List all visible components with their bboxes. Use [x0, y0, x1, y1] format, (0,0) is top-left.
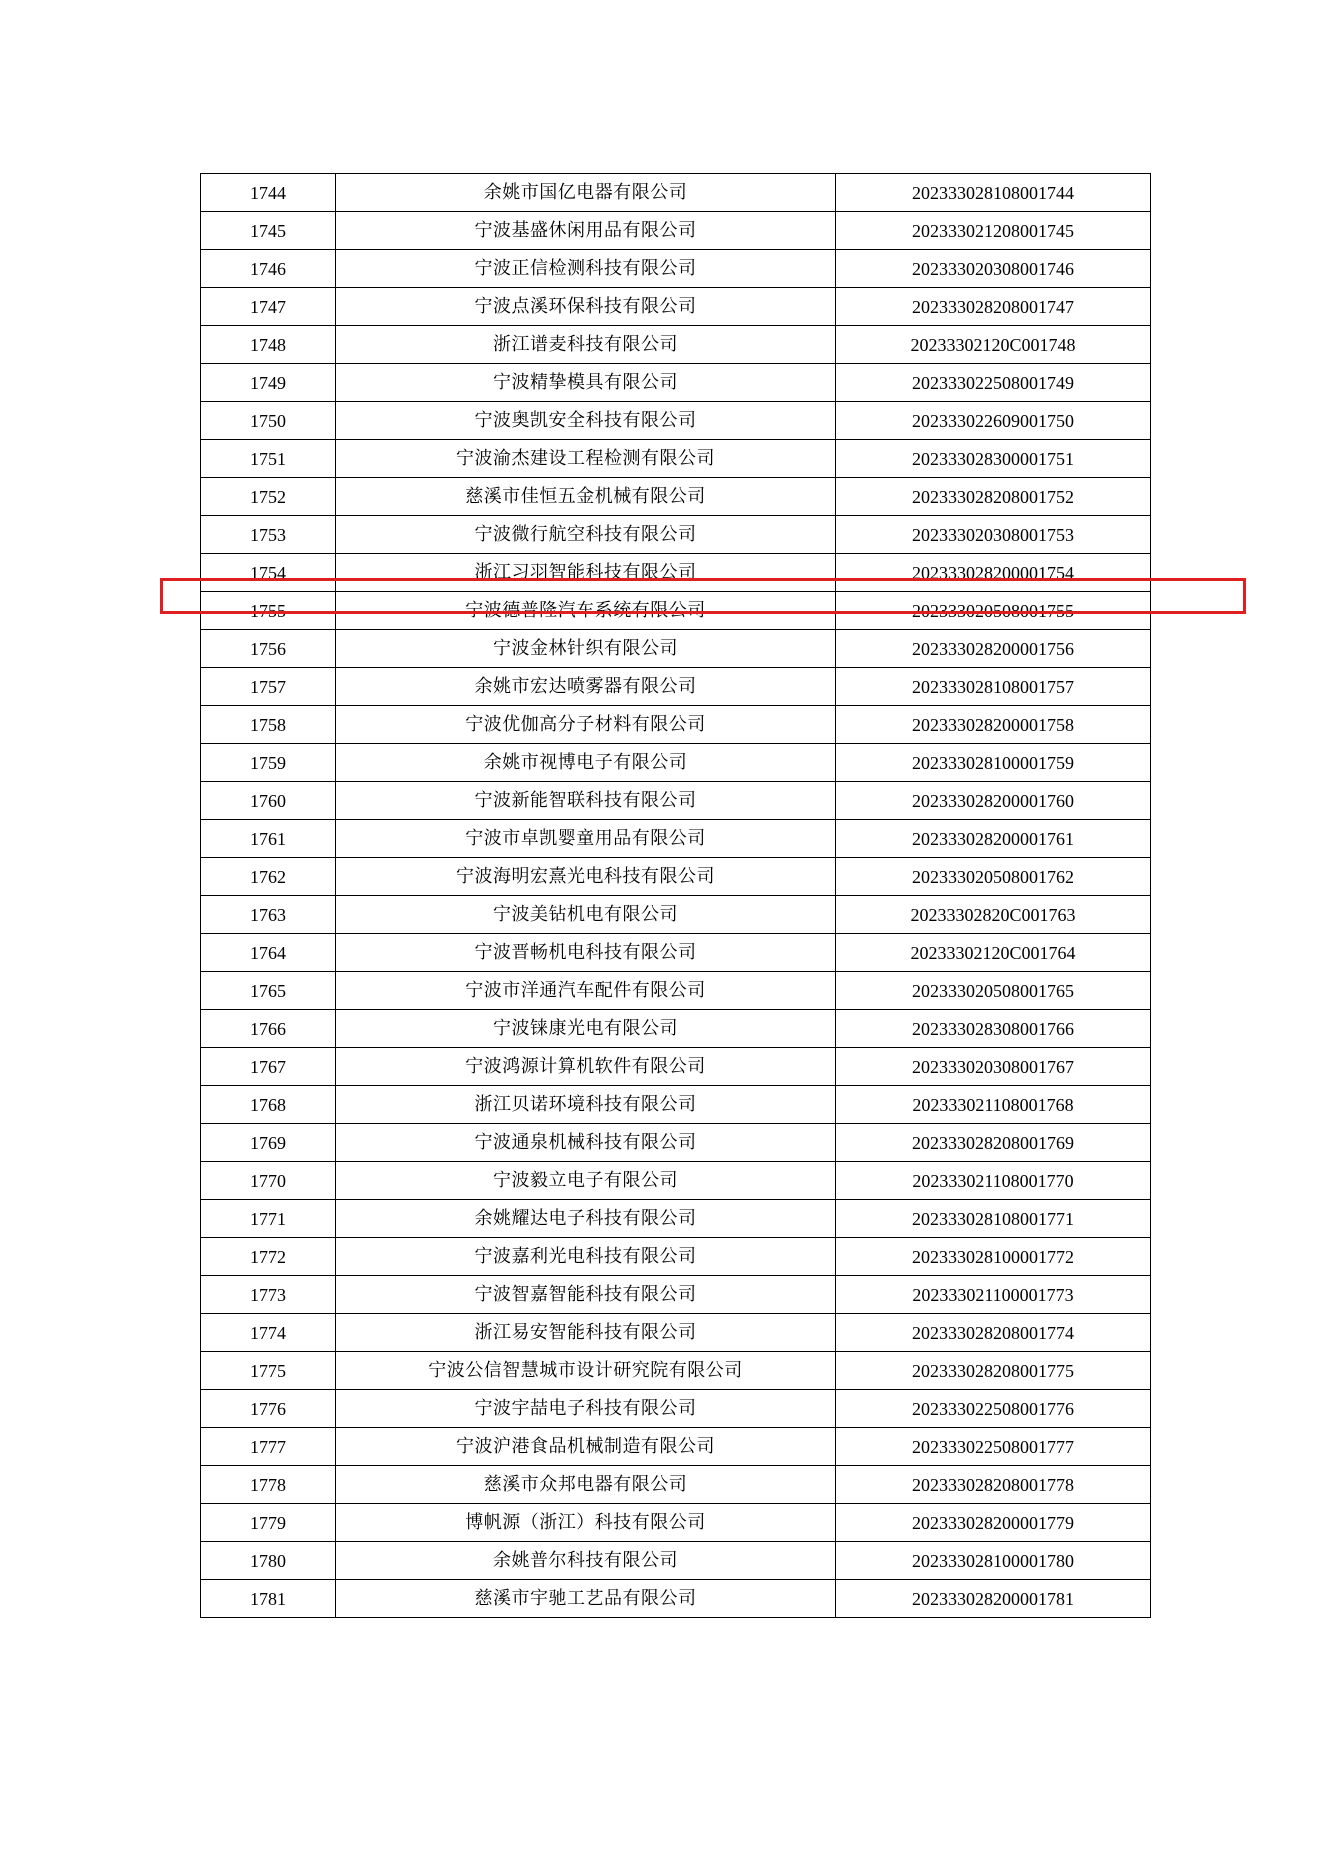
- row-number-cell: 1760: [201, 782, 336, 820]
- table-row: [201, 858, 1151, 896]
- table-row: [201, 1124, 1151, 1162]
- row-number-cell: 1767: [201, 1048, 336, 1086]
- table-row: [201, 212, 1151, 250]
- company-name-cell: 余姚市视博电子有限公司: [336, 744, 836, 782]
- table-row: [201, 1352, 1151, 1390]
- row-number-cell: 1781: [201, 1580, 336, 1618]
- row-number-cell: 1780: [201, 1542, 336, 1580]
- registration-code-cell: 202333022508001777: [836, 1428, 1151, 1466]
- row-number-cell: 1751: [201, 440, 336, 478]
- table-row: [201, 1580, 1151, 1618]
- table-row: [201, 1466, 1151, 1504]
- registration-code-cell: 202333020308001767: [836, 1048, 1151, 1086]
- row-number-cell: 1770: [201, 1162, 336, 1200]
- table-row: [201, 1048, 1151, 1086]
- registration-code-cell: 202333028100001780: [836, 1542, 1151, 1580]
- row-number-cell: 1772: [201, 1238, 336, 1276]
- company-name-cell: 宁波渝杰建设工程检测有限公司: [336, 440, 836, 478]
- row-number-cell: 1762: [201, 858, 336, 896]
- table-row: [201, 820, 1151, 858]
- registration-code-cell: 20233302820C001763: [836, 896, 1151, 934]
- registration-code-cell: 202333028200001761: [836, 820, 1151, 858]
- registration-code-cell: 20233302120C001764: [836, 934, 1151, 972]
- row-number-cell: 1748: [201, 326, 336, 364]
- row-number-cell: 1752: [201, 478, 336, 516]
- table-row: [201, 440, 1151, 478]
- row-number-cell: 1744: [201, 174, 336, 212]
- company-name-cell: 博帆源（浙江）科技有限公司: [336, 1504, 836, 1542]
- registration-code-cell: 202333028108001744: [836, 174, 1151, 212]
- registration-code-cell: 202333028200001779: [836, 1504, 1151, 1542]
- company-name-cell: 宁波嘉利光电科技有限公司: [336, 1238, 836, 1276]
- registration-code-cell: 202333028300001751: [836, 440, 1151, 478]
- registration-code-cell: 202333022508001776: [836, 1390, 1151, 1428]
- registration-code-cell: 202333028108001757: [836, 668, 1151, 706]
- row-number-cell: 1774: [201, 1314, 336, 1352]
- registration-code-cell: 202333020508001765: [836, 972, 1151, 1010]
- row-number-cell: 1775: [201, 1352, 336, 1390]
- registration-code-cell: 202333028208001747: [836, 288, 1151, 326]
- row-number-cell: 1773: [201, 1276, 336, 1314]
- company-name-cell: 宁波美钻机电有限公司: [336, 896, 836, 934]
- row-number-cell: 1765: [201, 972, 336, 1010]
- registration-code-cell: 202333028308001766: [836, 1010, 1151, 1048]
- company-name-cell: 慈溪市众邦电器有限公司: [336, 1466, 836, 1504]
- row-number-cell: 1778: [201, 1466, 336, 1504]
- table-row: [201, 478, 1151, 516]
- table-row: [201, 288, 1151, 326]
- company-name-cell: 宁波公信智慧城市设计研究院有限公司: [336, 1352, 836, 1390]
- company-name-cell: 余姚普尔科技有限公司: [336, 1542, 836, 1580]
- table-row: [201, 668, 1151, 706]
- row-number-cell: 1779: [201, 1504, 336, 1542]
- table-row: [201, 1390, 1151, 1428]
- row-number-cell: 1777: [201, 1428, 336, 1466]
- registration-code-cell: 202333028208001774: [836, 1314, 1151, 1352]
- company-name-cell: 宁波沪港食品机械制造有限公司: [336, 1428, 836, 1466]
- row-number-cell: 1750: [201, 402, 336, 440]
- table-row: [201, 1428, 1151, 1466]
- registration-code-cell: 20233302120C001748: [836, 326, 1151, 364]
- table-row: [201, 1504, 1151, 1542]
- table-row: [201, 1238, 1151, 1276]
- registration-code-cell: 202333020308001746: [836, 250, 1151, 288]
- company-name-cell: 宁波德普隆汽车系统有限公司: [336, 592, 836, 630]
- registration-code-cell: 202333028208001769: [836, 1124, 1151, 1162]
- registration-code-cell: 202333020308001753: [836, 516, 1151, 554]
- company-name-cell: 宁波市洋通汽车配件有限公司: [336, 972, 836, 1010]
- company-name-cell: 宁波微行航空科技有限公司: [336, 516, 836, 554]
- row-number-cell: 1747: [201, 288, 336, 326]
- company-name-cell: 宁波通泉机械科技有限公司: [336, 1124, 836, 1162]
- row-number-cell: 1755: [201, 592, 336, 630]
- table-row: [201, 782, 1151, 820]
- registration-code-cell: 202333028200001760: [836, 782, 1151, 820]
- company-name-cell: 宁波金林针织有限公司: [336, 630, 836, 668]
- table-row: [201, 706, 1151, 744]
- row-number-cell: 1761: [201, 820, 336, 858]
- company-name-cell: 宁波奥凯安全科技有限公司: [336, 402, 836, 440]
- row-number-cell: 1758: [201, 706, 336, 744]
- registration-code-cell: 202333028200001756: [836, 630, 1151, 668]
- company-name-cell: 慈溪市宇驰工艺品有限公司: [336, 1580, 836, 1618]
- row-number-cell: 1746: [201, 250, 336, 288]
- registration-code-cell: 202333022609001750: [836, 402, 1151, 440]
- table-row: [201, 744, 1151, 782]
- registration-code-cell: 202333028200001754: [836, 554, 1151, 592]
- company-name-cell: 宁波优伽高分子材料有限公司: [336, 706, 836, 744]
- company-name-cell: 宁波点溪环保科技有限公司: [336, 288, 836, 326]
- row-number-cell: 1749: [201, 364, 336, 402]
- registration-code-cell: 202333028100001772: [836, 1238, 1151, 1276]
- table-row: [201, 402, 1151, 440]
- registration-code-cell: 202333021108001770: [836, 1162, 1151, 1200]
- company-name-cell: 余姚市宏达喷雾器有限公司: [336, 668, 836, 706]
- table-row: [201, 1200, 1151, 1238]
- table-row: [201, 1276, 1151, 1314]
- registration-code-cell: 202333028108001771: [836, 1200, 1151, 1238]
- table-body: [201, 174, 1151, 1618]
- row-number-cell: 1759: [201, 744, 336, 782]
- row-number-cell: 1764: [201, 934, 336, 972]
- company-name-cell: 宁波智嘉智能科技有限公司: [336, 1276, 836, 1314]
- table-row: [201, 934, 1151, 972]
- company-name-cell: 宁波新能智联科技有限公司: [336, 782, 836, 820]
- row-number-cell: 1754: [201, 554, 336, 592]
- company-name-cell: 宁波毅立电子有限公司: [336, 1162, 836, 1200]
- table-row: [201, 326, 1151, 364]
- company-name-cell: 浙江习羽智能科技有限公司: [336, 554, 836, 592]
- table-row: [201, 516, 1151, 554]
- company-name-cell: 宁波海明宏熹光电科技有限公司: [336, 858, 836, 896]
- registration-code-cell: 202333028208001778: [836, 1466, 1151, 1504]
- company-name-cell: 宁波晋畅机电科技有限公司: [336, 934, 836, 972]
- registration-code-cell: 202333028208001775: [836, 1352, 1151, 1390]
- company-name-cell: 宁波基盛休闲用品有限公司: [336, 212, 836, 250]
- table-row: [201, 1010, 1151, 1048]
- row-number-cell: 1753: [201, 516, 336, 554]
- table-row: [201, 592, 1151, 630]
- registration-code-cell: 202333021208001745: [836, 212, 1151, 250]
- company-name-cell: 慈溪市佳恒五金机械有限公司: [336, 478, 836, 516]
- registration-code-cell: 202333021108001768: [836, 1086, 1151, 1124]
- row-number-cell: 1745: [201, 212, 336, 250]
- company-name-cell: 浙江易安智能科技有限公司: [336, 1314, 836, 1352]
- table-row: [201, 972, 1151, 1010]
- table-row: [201, 630, 1151, 668]
- row-number-cell: 1766: [201, 1010, 336, 1048]
- row-number-cell: 1769: [201, 1124, 336, 1162]
- table-row: [201, 1086, 1151, 1124]
- row-number-cell: 1776: [201, 1390, 336, 1428]
- table-row: [201, 174, 1151, 212]
- company-name-cell: 余姚市国亿电器有限公司: [336, 174, 836, 212]
- registration-code-cell: 202333028100001759: [836, 744, 1151, 782]
- row-number-cell: 1757: [201, 668, 336, 706]
- row-number-cell: 1771: [201, 1200, 336, 1238]
- table-row: [201, 554, 1151, 592]
- registration-code-cell: 202333028200001758: [836, 706, 1151, 744]
- company-name-cell: 宁波精挚模具有限公司: [336, 364, 836, 402]
- registration-code-cell: 202333028200001781: [836, 1580, 1151, 1618]
- company-name-cell: 宁波宇喆电子科技有限公司: [336, 1390, 836, 1428]
- company-registry-table: [200, 173, 1151, 1618]
- company-name-cell: 宁波铼康光电有限公司: [336, 1010, 836, 1048]
- registration-code-cell: 202333028208001752: [836, 478, 1151, 516]
- row-number-cell: 1763: [201, 896, 336, 934]
- company-name-cell: 浙江贝诺环境科技有限公司: [336, 1086, 836, 1124]
- company-name-cell: 宁波市卓凯婴童用品有限公司: [336, 820, 836, 858]
- company-name-cell: 宁波正信检测科技有限公司: [336, 250, 836, 288]
- registration-code-cell: 202333021100001773: [836, 1276, 1151, 1314]
- row-number-cell: 1768: [201, 1086, 336, 1124]
- registration-code-cell: 202333022508001749: [836, 364, 1151, 402]
- company-name-cell: 宁波鸿源计算机软件有限公司: [336, 1048, 836, 1086]
- company-name-cell: 浙江谱麦科技有限公司: [336, 326, 836, 364]
- table-row: [201, 1314, 1151, 1352]
- table-row: [201, 896, 1151, 934]
- registration-code-cell: 202333020508001755: [836, 592, 1151, 630]
- company-name-cell: 余姚耀达电子科技有限公司: [336, 1200, 836, 1238]
- table-row: [201, 1542, 1151, 1580]
- table-row: [201, 250, 1151, 288]
- table-row: [201, 1162, 1151, 1200]
- row-number-cell: 1756: [201, 630, 336, 668]
- registration-code-cell: 202333020508001762: [836, 858, 1151, 896]
- table-row: [201, 364, 1151, 402]
